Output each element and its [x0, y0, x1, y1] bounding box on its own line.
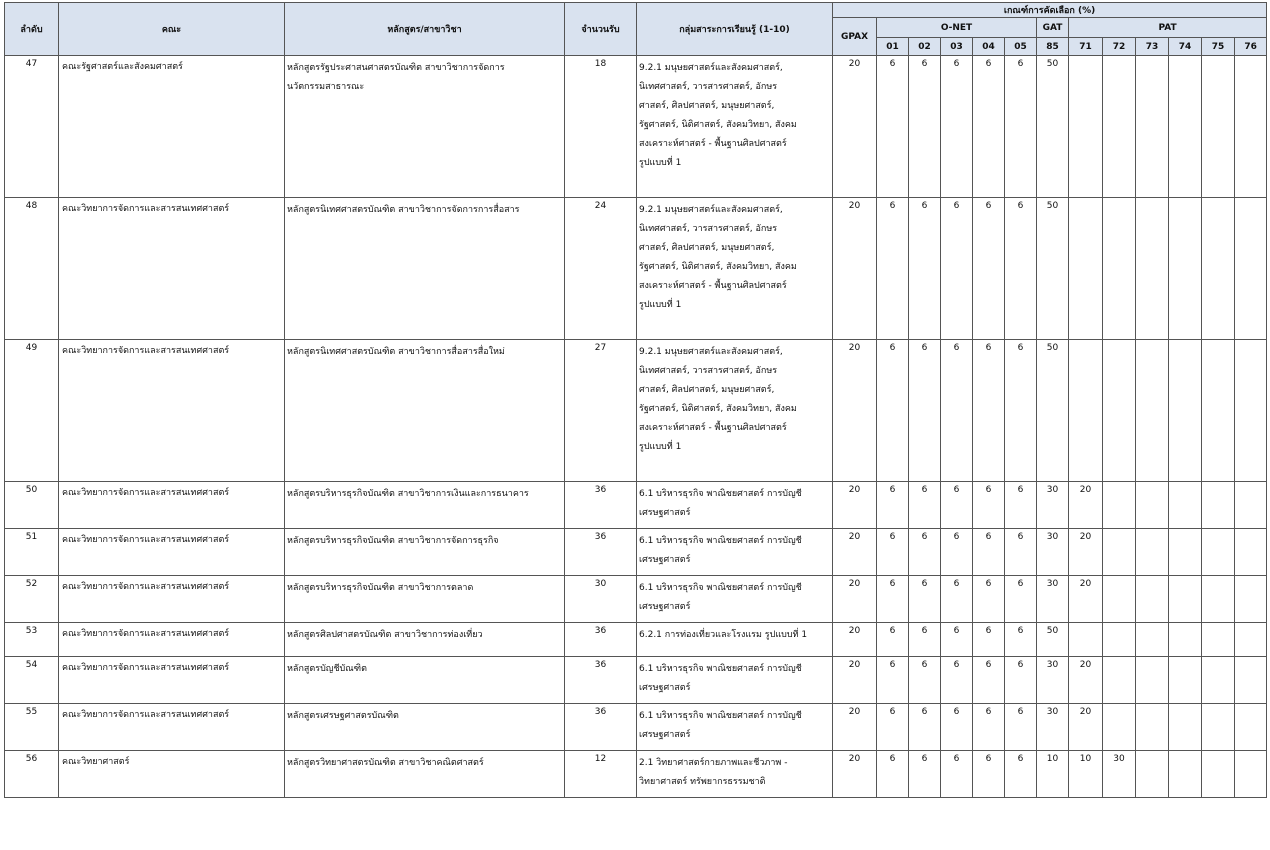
- table-row: [5, 340, 1267, 482]
- header-onet: O-NET: [877, 18, 1037, 38]
- cell-group-line: รัฐศาสตร์, นิติศาสตร์, สังคมวิทยา, สังคม: [639, 262, 797, 272]
- cell-program-line: หลักสูตรนิเทศศาสตรบัณฑิต สาขาวิชาการจัดการการสื่อสาร: [287, 205, 520, 215]
- cell-group: [637, 657, 833, 704]
- cell-gpax: 20: [833, 657, 877, 704]
- cell-onet-4: 6: [973, 529, 1005, 576]
- cell-gat: 50: [1037, 340, 1069, 482]
- cell-group-line: สงเคราะห์ศาสตร์ - พื้นฐานศิลปศาสตร์: [639, 281, 787, 291]
- cell-onet-1: 6: [877, 198, 909, 340]
- cell-onet-4: 6: [973, 340, 1005, 482]
- cell-pat-73: [1136, 751, 1169, 798]
- cell-onet-4: 6: [973, 56, 1005, 198]
- cell-faculty: คณะวิทยาการจัดการและสารสนเทศศาสตร์: [59, 198, 285, 340]
- cell-program: [285, 704, 565, 751]
- cell-gpax: 20: [833, 704, 877, 751]
- cell-pat-72: [1103, 198, 1136, 340]
- cell-pat-75: [1202, 704, 1235, 751]
- cell-order: 55: [5, 704, 59, 751]
- cell-onet-5: 6: [1005, 340, 1037, 482]
- header-pat-72: 72: [1103, 38, 1136, 56]
- cell-pat-76: [1235, 623, 1267, 657]
- cell-group-line: 6.1 บริหารธุรกิจ พาณิชยศาสตร์ การบัญชี: [639, 711, 802, 721]
- cell-group-line: 9.2.1 มนุษยศาสตร์และสังคมศาสตร์,: [639, 205, 783, 215]
- cell-pat-76: [1235, 704, 1267, 751]
- cell-pat-73: [1136, 529, 1169, 576]
- cell-onet-3: 6: [941, 56, 973, 198]
- header-pat-73: 73: [1136, 38, 1169, 56]
- cell-gpax: 20: [833, 482, 877, 529]
- cell-onet-2: 6: [909, 704, 941, 751]
- cell-program: [285, 482, 565, 529]
- cell-pat-75: [1202, 657, 1235, 704]
- header-pat-74: 74: [1169, 38, 1202, 56]
- cell-pat-76: [1235, 529, 1267, 576]
- cell-onet-2: 6: [909, 482, 941, 529]
- cell-quota: 36: [565, 623, 637, 657]
- cell-pat-74: [1169, 576, 1202, 623]
- header-onet-05: 05: [1005, 38, 1037, 56]
- cell-pat-73: [1136, 704, 1169, 751]
- table-row: [5, 529, 1267, 576]
- cell-pat-75: [1202, 623, 1235, 657]
- cell-onet-2: 6: [909, 340, 941, 482]
- cell-faculty: คณะรัฐศาสตร์และสังคมศาสตร์: [59, 56, 285, 198]
- cell-quota: 30: [565, 576, 637, 623]
- cell-pat-76: [1235, 576, 1267, 623]
- cell-group-line: นิเทศศาสตร์, วารสารศาสตร์, อักษร: [639, 82, 778, 92]
- cell-group-line: นิเทศศาสตร์, วารสารศาสตร์, อักษร: [639, 224, 778, 234]
- cell-pat-76: [1235, 198, 1267, 340]
- cell-pat-76: [1235, 657, 1267, 704]
- cell-order: 51: [5, 529, 59, 576]
- cell-group-line: เศรษฐศาสตร์: [639, 730, 691, 740]
- cell-group: [637, 576, 833, 623]
- cell-onet-2: 6: [909, 529, 941, 576]
- cell-group-line: 6.1 บริหารธุรกิจ พาณิชยศาสตร์ การบัญชี: [639, 664, 802, 674]
- cell-onet-3: 6: [941, 529, 973, 576]
- cell-onet-3: 6: [941, 340, 973, 482]
- cell-order: 52: [5, 576, 59, 623]
- cell-program-line: หลักสูตรบริหารธุรกิจบัณฑิต สาขาวิชาการจัดการธุรกิจ: [287, 536, 499, 546]
- cell-group: [637, 704, 833, 751]
- cell-pat-75: [1202, 340, 1235, 482]
- header-gpax: GPAX: [833, 18, 877, 56]
- cell-group: [637, 529, 833, 576]
- cell-onet-5: 6: [1005, 529, 1037, 576]
- cell-pat-71: [1069, 56, 1103, 198]
- cell-pat-71: [1069, 198, 1103, 340]
- cell-pat-74: [1169, 340, 1202, 482]
- cell-onet-2: 6: [909, 751, 941, 798]
- cell-onet-5: 6: [1005, 576, 1037, 623]
- cell-program-line: หลักสูตรรัฐประศาสนศาสตรบัณฑิต สาขาวิชาการจัดการ: [287, 63, 505, 73]
- cell-gpax: 20: [833, 529, 877, 576]
- cell-pat-76: [1235, 56, 1267, 198]
- cell-onet-4: 6: [973, 623, 1005, 657]
- cell-onet-5: 6: [1005, 704, 1037, 751]
- table-header: [5, 3, 1267, 56]
- cell-pat-75: [1202, 529, 1235, 576]
- cell-onet-4: 6: [973, 657, 1005, 704]
- cell-gpax: 20: [833, 198, 877, 340]
- cell-pat-74: [1169, 482, 1202, 529]
- header-pat-75: 75: [1202, 38, 1235, 56]
- cell-faculty: คณะวิทยาการจัดการและสารสนเทศศาสตร์: [59, 704, 285, 751]
- cell-group-line: เศรษฐศาสตร์: [639, 508, 691, 518]
- cell-onet-3: 6: [941, 751, 973, 798]
- cell-pat-71: 20: [1069, 657, 1103, 704]
- header-program: หลักสูตร/สาขาวิชา: [285, 3, 565, 56]
- cell-pat-71: 20: [1069, 482, 1103, 529]
- cell-pat-74: [1169, 704, 1202, 751]
- cell-pat-73: [1136, 576, 1169, 623]
- cell-onet-5: 6: [1005, 198, 1037, 340]
- cell-group-line: วิทยาศาสตร์ ทรัพยากรธรรมชาติ: [639, 777, 766, 787]
- header-quota: จำนวนรับ: [565, 3, 637, 56]
- cell-program: [285, 657, 565, 704]
- cell-group-line: 6.1 บริหารธุรกิจ พาณิชยศาสตร์ การบัญชี: [639, 583, 802, 593]
- cell-onet-5: 6: [1005, 482, 1037, 529]
- table-row: [5, 657, 1267, 704]
- cell-gat: 30: [1037, 704, 1069, 751]
- cell-faculty: คณะวิทยาการจัดการและสารสนเทศศาสตร์: [59, 623, 285, 657]
- header-faculty: คณะ: [59, 3, 285, 56]
- cell-pat-73: [1136, 623, 1169, 657]
- cell-quota: 36: [565, 482, 637, 529]
- cell-onet-2: 6: [909, 657, 941, 704]
- cell-onet-1: 6: [877, 482, 909, 529]
- table-body: [5, 56, 1267, 798]
- cell-order: 47: [5, 56, 59, 198]
- cell-order: 48: [5, 198, 59, 340]
- cell-order: 53: [5, 623, 59, 657]
- cell-group: [637, 751, 833, 798]
- cell-onet-1: 6: [877, 340, 909, 482]
- cell-group-line: เศรษฐศาสตร์: [639, 683, 691, 693]
- header-group: กลุ่มสาระการเรียนรู้ (1-10): [637, 3, 833, 56]
- cell-onet-1: 6: [877, 576, 909, 623]
- cell-program: [285, 198, 565, 340]
- header-gat: GAT: [1037, 18, 1069, 38]
- cell-group-line: 2.1 วิทยาศาสตร์กายภาพและชีวภาพ -: [639, 758, 788, 768]
- cell-onet-2: 6: [909, 198, 941, 340]
- cell-pat-74: [1169, 751, 1202, 798]
- cell-pat-74: [1169, 56, 1202, 198]
- header-criteria: เกณฑ์การคัดเลือก (%): [833, 3, 1267, 18]
- cell-group-line: รูปแบบที่ 1: [639, 442, 682, 452]
- cell-pat-74: [1169, 623, 1202, 657]
- cell-program: [285, 576, 565, 623]
- cell-onet-3: 6: [941, 623, 973, 657]
- cell-onet-1: 6: [877, 56, 909, 198]
- cell-quota: 12: [565, 751, 637, 798]
- cell-pat-73: [1136, 657, 1169, 704]
- cell-onet-1: 6: [877, 751, 909, 798]
- cell-group: [637, 198, 833, 340]
- cell-onet-3: 6: [941, 482, 973, 529]
- cell-group-line: 6.1 บริหารธุรกิจ พาณิชยศาสตร์ การบัญชี: [639, 536, 802, 546]
- cell-onet-4: 6: [973, 482, 1005, 529]
- header-pat-76: 76: [1235, 38, 1267, 56]
- cell-gat: 10: [1037, 751, 1069, 798]
- cell-pat-71: 10: [1069, 751, 1103, 798]
- table-row: [5, 751, 1267, 798]
- header-onet-04: 04: [973, 38, 1005, 56]
- cell-quota: 36: [565, 529, 637, 576]
- cell-gat: 50: [1037, 623, 1069, 657]
- cell-quota: 36: [565, 657, 637, 704]
- cell-group-line: สงเคราะห์ศาสตร์ - พื้นฐานศิลปศาสตร์: [639, 139, 787, 149]
- cell-pat-72: [1103, 56, 1136, 198]
- cell-group-line: 6.2.1 การท่องเที่ยวและโรงแรม รูปแบบที่ 1: [639, 630, 808, 640]
- cell-gpax: 20: [833, 340, 877, 482]
- cell-group-line: ศาสตร์, ศิลปศาสตร์, มนุษยศาสตร์,: [639, 243, 775, 253]
- cell-quota: 27: [565, 340, 637, 482]
- cell-onet-4: 6: [973, 576, 1005, 623]
- header-order: ลำดับ: [5, 3, 59, 56]
- cell-program-line: หลักสูตรวิทยาศาสตรบัณฑิต สาขาวิชาคณิตศาสตร์: [287, 758, 484, 768]
- cell-pat-72: [1103, 623, 1136, 657]
- cell-group-line: เศรษฐศาสตร์: [639, 555, 691, 565]
- cell-faculty: คณะวิทยาการจัดการและสารสนเทศศาสตร์: [59, 529, 285, 576]
- table-row: [5, 704, 1267, 751]
- cell-onet-2: 6: [909, 623, 941, 657]
- cell-group-line: 9.2.1 มนุษยศาสตร์และสังคมศาสตร์,: [639, 347, 783, 357]
- cell-group: [637, 623, 833, 657]
- cell-program-line: หลักสูตรนิเทศศาสตรบัณฑิต สาขาวิชาการสื่อสารสื่อใหม่: [287, 347, 505, 357]
- header-onet-03: 03: [941, 38, 973, 56]
- cell-group-line: รัฐศาสตร์, นิติศาสตร์, สังคมวิทยา, สังคม: [639, 404, 797, 414]
- cell-program: [285, 623, 565, 657]
- cell-pat-75: [1202, 198, 1235, 340]
- cell-onet-5: 6: [1005, 623, 1037, 657]
- cell-gpax: 20: [833, 576, 877, 623]
- cell-order: 56: [5, 751, 59, 798]
- cell-onet-3: 6: [941, 198, 973, 340]
- cell-pat-76: [1235, 751, 1267, 798]
- cell-onet-5: 6: [1005, 751, 1037, 798]
- cell-onet-1: 6: [877, 657, 909, 704]
- table-row: [5, 623, 1267, 657]
- cell-onet-2: 6: [909, 56, 941, 198]
- cell-gpax: 20: [833, 623, 877, 657]
- cell-pat-73: [1136, 482, 1169, 529]
- cell-onet-3: 6: [941, 657, 973, 704]
- table-row: [5, 482, 1267, 529]
- cell-onet-4: 6: [973, 751, 1005, 798]
- header-onet-01: 01: [877, 38, 909, 56]
- cell-pat-76: [1235, 340, 1267, 482]
- cell-group-line: ศาสตร์, ศิลปศาสตร์, มนุษยศาสตร์,: [639, 101, 775, 111]
- cell-pat-72: [1103, 576, 1136, 623]
- cell-program: [285, 751, 565, 798]
- cell-pat-75: [1202, 482, 1235, 529]
- cell-pat-71: [1069, 623, 1103, 657]
- cell-pat-71: [1069, 340, 1103, 482]
- cell-quota: 18: [565, 56, 637, 198]
- cell-onet-1: 6: [877, 623, 909, 657]
- header-gat-85: 85: [1037, 38, 1069, 56]
- cell-pat-72: [1103, 529, 1136, 576]
- cell-group-line: 9.2.1 มนุษยศาสตร์และสังคมศาสตร์,: [639, 63, 783, 73]
- cell-faculty: คณะวิทยาการจัดการและสารสนเทศศาสตร์: [59, 482, 285, 529]
- cell-faculty: คณะวิทยาการจัดการและสารสนเทศศาสตร์: [59, 340, 285, 482]
- cell-order: 54: [5, 657, 59, 704]
- cell-pat-72: [1103, 340, 1136, 482]
- cell-group-line: 6.1 บริหารธุรกิจ พาณิชยศาสตร์ การบัญชี: [639, 489, 802, 499]
- cell-gat: 50: [1037, 198, 1069, 340]
- table-row: [5, 56, 1267, 198]
- admission-criteria-table: [4, 2, 1267, 798]
- cell-pat-72: 30: [1103, 751, 1136, 798]
- cell-quota: 36: [565, 704, 637, 751]
- cell-pat-74: [1169, 198, 1202, 340]
- table-row: [5, 198, 1267, 340]
- cell-gat: 30: [1037, 529, 1069, 576]
- cell-pat-71: 20: [1069, 529, 1103, 576]
- cell-group-line: รูปแบบที่ 1: [639, 300, 682, 310]
- cell-program-line: หลักสูตรศิลปศาสตรบัณฑิต สาขาวิชาการท่องเที่ยว: [287, 630, 483, 640]
- header-pat: PAT: [1069, 18, 1267, 38]
- cell-program-line: หลักสูตรบริหารธุรกิจบัณฑิต สาขาวิชาการเงินและการธนาคาร: [287, 489, 529, 499]
- cell-pat-71: 20: [1069, 576, 1103, 623]
- cell-pat-72: [1103, 704, 1136, 751]
- cell-pat-74: [1169, 529, 1202, 576]
- cell-program: [285, 529, 565, 576]
- cell-faculty: คณะวิทยาการจัดการและสารสนเทศศาสตร์: [59, 576, 285, 623]
- cell-onet-4: 6: [973, 198, 1005, 340]
- header-pat-71: 71: [1069, 38, 1103, 56]
- cell-group: [637, 482, 833, 529]
- cell-quota: 24: [565, 198, 637, 340]
- cell-pat-75: [1202, 751, 1235, 798]
- cell-group-line: รูปแบบที่ 1: [639, 158, 682, 168]
- cell-gat: 30: [1037, 576, 1069, 623]
- cell-group-line: ศาสตร์, ศิลปศาสตร์, มนุษยศาสตร์,: [639, 385, 775, 395]
- cell-pat-72: [1103, 482, 1136, 529]
- cell-pat-71: 20: [1069, 704, 1103, 751]
- cell-onet-1: 6: [877, 529, 909, 576]
- cell-program-line: หลักสูตรเศรษฐศาสตรบัณฑิต: [287, 711, 399, 721]
- cell-onet-5: 6: [1005, 657, 1037, 704]
- table-row: [5, 576, 1267, 623]
- cell-gpax: 20: [833, 751, 877, 798]
- cell-onet-5: 6: [1005, 56, 1037, 198]
- cell-program: [285, 56, 565, 198]
- cell-pat-73: [1136, 198, 1169, 340]
- cell-pat-75: [1202, 576, 1235, 623]
- cell-onet-3: 6: [941, 704, 973, 751]
- cell-pat-73: [1136, 56, 1169, 198]
- cell-group: [637, 56, 833, 198]
- cell-onet-1: 6: [877, 704, 909, 751]
- cell-faculty: คณะวิทยาศาสตร์: [59, 751, 285, 798]
- document-page: [4, 2, 1267, 798]
- cell-gat: 30: [1037, 657, 1069, 704]
- cell-program: [285, 340, 565, 482]
- cell-gat: 50: [1037, 56, 1069, 198]
- cell-pat-74: [1169, 657, 1202, 704]
- cell-pat-72: [1103, 657, 1136, 704]
- cell-onet-2: 6: [909, 576, 941, 623]
- cell-gpax: 20: [833, 56, 877, 198]
- cell-faculty: คณะวิทยาการจัดการและสารสนเทศศาสตร์: [59, 657, 285, 704]
- cell-pat-75: [1202, 56, 1235, 198]
- cell-program-line: หลักสูตรบริหารธุรกิจบัณฑิต สาขาวิชาการตลาด: [287, 583, 474, 593]
- cell-program-line: นวัตกรรมสาธารณะ: [287, 82, 365, 92]
- cell-gat: 30: [1037, 482, 1069, 529]
- cell-onet-4: 6: [973, 704, 1005, 751]
- cell-group-line: สงเคราะห์ศาสตร์ - พื้นฐานศิลปศาสตร์: [639, 423, 787, 433]
- cell-pat-73: [1136, 340, 1169, 482]
- cell-group-line: เศรษฐศาสตร์: [639, 602, 691, 612]
- cell-group-line: นิเทศศาสตร์, วารสารศาสตร์, อักษร: [639, 366, 778, 376]
- cell-group-line: รัฐศาสตร์, นิติศาสตร์, สังคมวิทยา, สังคม: [639, 120, 797, 130]
- cell-pat-76: [1235, 482, 1267, 529]
- cell-order: 49: [5, 340, 59, 482]
- cell-program-line: หลักสูตรบัญชีบัณฑิต: [287, 664, 367, 674]
- cell-group: [637, 340, 833, 482]
- header-onet-02: 02: [909, 38, 941, 56]
- cell-onet-3: 6: [941, 576, 973, 623]
- cell-order: 50: [5, 482, 59, 529]
